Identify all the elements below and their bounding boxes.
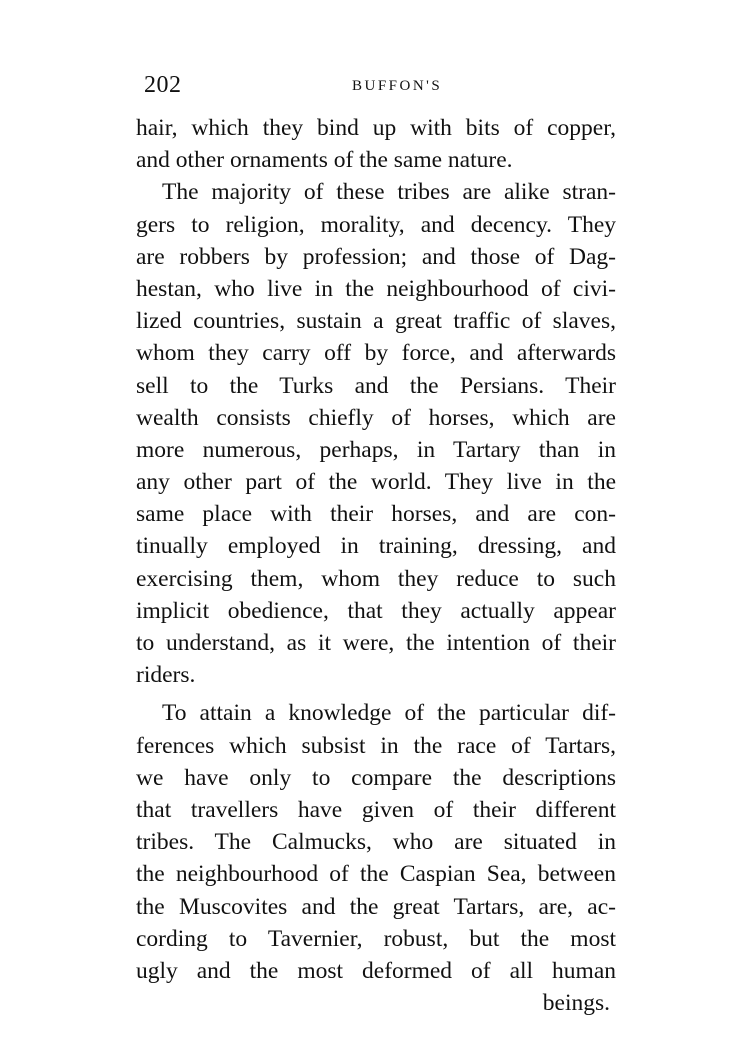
text-line: implicit obedience, that they actually appear [136,597,616,624]
text-line: tribes. The Calmucks, who are situated in [136,829,616,856]
text-line: same place with their horses, and are con- [136,501,616,528]
text-line: To attain a knowledge of the particular dif- [162,700,616,727]
text-line: whom they carry off by force, and afterwards [136,340,616,367]
catchword: beings. [542,990,610,1017]
text-line: The majority of these tribes are alike stran- [162,179,616,206]
text-line: tinually employed in training, dressing, and [136,533,616,560]
paragraph-2 [136,176,616,691]
running-title: BUFFON'S [352,78,443,94]
paragraph-3 [136,697,616,987]
text-line: cording to Tavernier, robust, but the most [136,925,616,952]
text-line: to understand, as it were, the intention of their [136,630,616,656]
text-line: hestan, who live in the neighbourhood of civi- [136,275,616,302]
text-line: we have only to compare the descriptions [136,764,616,791]
text-line: that travellers have given of their different [136,796,616,823]
text-line: sell to the Turks and the Persians. Their [136,372,616,399]
text-line: lized countries, sustain a great traffic of slaves, [136,308,616,335]
text-line: the neighbourhood of the Caspian Sea, between [136,861,616,888]
text-line: riders. [136,662,196,689]
text-line: and other ornaments of the same nature. [136,147,513,174]
text-line: are robbers by profession; and those of Dag- [136,243,616,270]
running-head [140,72,610,104]
paragraph-1 [136,112,616,176]
page-number: 202 [144,72,182,98]
text-line: ugly and the most deformed of all human [136,957,616,984]
body-text [136,112,616,1019]
text-line: more numerous, perhaps, in Tartary than in [136,436,616,463]
text-line: hair, which they bind up with bits of copper, [136,115,616,141]
text-line: gers to religion, morality, and decency. They [136,211,616,238]
text-line: any other part of the world. They live in the [136,469,616,496]
text-line: exercising them, whom they reduce to such [136,565,616,592]
text-line: wealth consists chiefly of horses, which are [136,404,616,431]
text-line: the Muscovites and the great Tartars, are, ac- [136,893,616,920]
text-line: ferences which subsist in the race of Tartars, [136,732,616,759]
